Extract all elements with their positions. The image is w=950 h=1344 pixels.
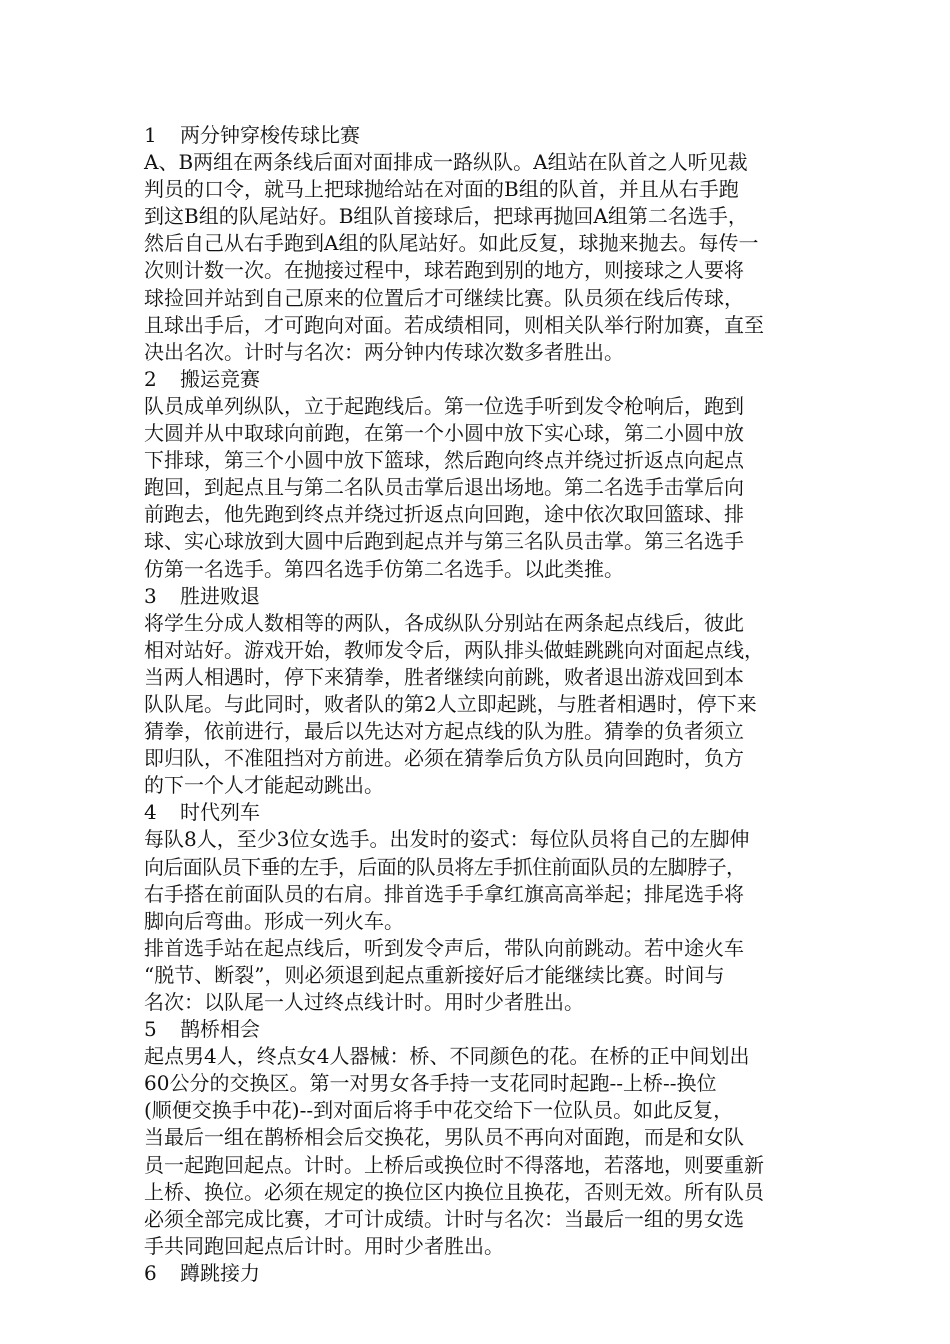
section-title: 蹲跳接力 (180, 1260, 260, 1285)
paragraph-line: 仿第一名选手。第四名选手仿第二名选手。以此类推。 (144, 556, 624, 581)
section-title: 两分钟穿梭传球比赛 (180, 123, 360, 147)
paragraph-line: 到这B组的队尾站好。B组队首接球后，把球再抛回A组第二名选手， (144, 204, 748, 229)
paragraph-line: 当两人相遇时，停下来猜拳，胜者继续向前跳，败者退出游戏回到本 (144, 664, 744, 689)
paragraph-line: 决出名次。计时与名次：两分钟内传球次数多者胜出。 (144, 339, 624, 364)
section-title: 胜进败退 (180, 583, 260, 608)
paragraph-line: 相对站好。游戏开始，教师发令后，两队排头做蛙跳跳向对面起点线， (144, 637, 764, 662)
paragraph-line: 上桥、换位。必须在规定的换位区内换位且换花，否则无效。所有队员 (144, 1179, 764, 1204)
paragraph-line: 即归队，不准阻挡对方前进。必须在猜拳后负方队员向回跑时，负方 (144, 746, 744, 771)
paragraph-line: 向后面队员下垂的左手，后面的队员将左手抓住前面队员的左脚脖子， (144, 854, 746, 879)
paragraph-line: 手共同跑回起点后计时。用时少者胜出。 (144, 1233, 504, 1258)
paragraph-line: 起点男4人，终点女4人器械：桥、不同颜色的花。在桥的正中间划出 (144, 1044, 750, 1069)
section-number: 5 (144, 1017, 157, 1042)
paragraph-line: “脱节、断裂”，则必须退到起点重新接好后才能继续比赛。时间与 (144, 962, 725, 987)
section-number: 3 (144, 583, 157, 608)
section-title: 时代列车 (180, 800, 260, 825)
section-heading (144, 366, 812, 393)
section-number: 4 (144, 800, 157, 825)
paragraph-line: 队员成单列纵队，立于起跑线后。第一位选手听到发令枪响后，跑到 (144, 393, 744, 418)
section-number: 2 (144, 366, 157, 391)
paragraph-line: 前跑去，他先跑到终点并绕过折返点向回跑，途中依次取回篮球、排 (144, 502, 744, 527)
paragraph-line: 脚向后弯曲。形成一列火车。 (144, 908, 404, 933)
document-body (144, 122, 812, 1287)
paragraph-line: 判员的口令，就马上把球抛给站在对面的B组的队首，并且从右手跑 (144, 177, 739, 202)
paragraph-line: 大圆并从中取球向前跑，在第一个小圆中放下实心球，第二小圆中放 (144, 421, 744, 446)
paragraph-line: 必须全部完成比赛，才可计成绩。计时与名次：当最后一组的男女选 (144, 1206, 744, 1231)
section-heading (144, 122, 812, 149)
paragraph-line: 60公分的交换区。第一对男女各手持一支花同时起跑--上桥--换位 (144, 1071, 717, 1096)
paragraph-line: 排首选手站在起点线后，听到发令声后，带队向前跳动。若中途火车 (144, 935, 744, 960)
section-title: 搬运竞赛 (180, 366, 260, 391)
paragraph-line: 的下一个人才能起动跳出。 (144, 773, 384, 798)
paragraph-line: 当最后一组在鹊桥相会后交换花，男队员不再向对面跑，而是和女队 (144, 1125, 744, 1150)
paragraph-line: 球、实心球放到大圆中后跑到起点并与第三名队员击掌。第三名选手 (144, 529, 744, 554)
paragraph-line: 每队8人，至少3位女选手。出发时的姿式：每位队员将自己的左脚伸 (144, 827, 750, 852)
paragraph-line: 跑回，到起点且与第二名队员击掌后退出场地。第二名选手击掌后向 (144, 475, 744, 500)
section-number: 6 (144, 1260, 157, 1285)
paragraph-line: A、B两组在两条线后面对面排成一路纵队。A组站在队首之人听见裁 (144, 150, 748, 175)
paragraph-line: 右手搭在前面队员的右肩。排首选手手拿红旗高高举起；排尾选手将 (144, 881, 744, 906)
section-heading (144, 583, 812, 610)
section-title: 鹊桥相会 (180, 1017, 260, 1042)
paragraph-line: 下排球，第三个小圆中放下篮球，然后跑向终点并绕过折返点向起点 (144, 448, 744, 473)
paragraph-line: 员一起跑回起点。计时。上桥后或换位时不得落地，若落地，则要重新 (144, 1152, 764, 1177)
paragraph-line: 将学生分成人数相等的两队，各成纵队分别站在两条起点线后，彼此 (144, 610, 744, 635)
paragraph-line: (顺便交换手中花)--到对面后将手中花交给下一位队员。如此反复， (144, 1098, 734, 1123)
section-heading (144, 1260, 812, 1287)
paragraph-line: 猜拳，依前进行，最后以先达对方起点线的队为胜。猜拳的负者须立 (144, 719, 744, 744)
paragraph-line: 然后自己从右手跑到A组的队尾站好。如此反复，球抛来抛去。每传一 (144, 231, 759, 256)
paragraph-line: 且球出手后，才可跑向对面。若成绩相同，则相关队举行附加赛，直至 (144, 312, 764, 337)
paragraph-line: 队队尾。与此同时，败者队的第2人立即起跳，与胜者相遇时，停下来 (144, 691, 757, 716)
section-heading (144, 799, 812, 826)
paragraph-line: 球捡回并站到自己原来的位置后才可继续比赛。队员须在线后传球， (144, 285, 744, 310)
paragraph-line: 次则计数一次。在抛接过程中，球若跑到别的地方，则接球之人要将 (144, 258, 744, 283)
section-number: 1 (144, 123, 157, 147)
paragraph-line: 名次：以队尾一人过终点线计时。用时少者胜出。 (144, 990, 584, 1014)
section-heading (144, 1016, 812, 1043)
